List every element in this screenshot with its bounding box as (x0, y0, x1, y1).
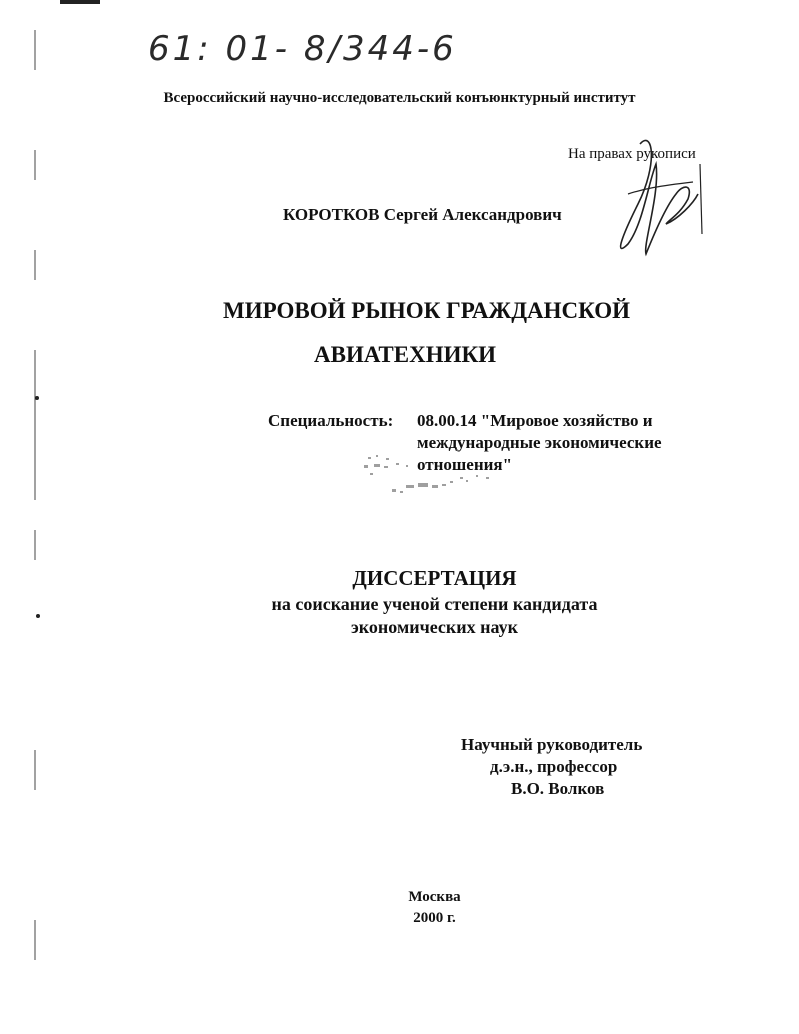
author-name: КОРОТКОВ Сергей Александрович (283, 205, 562, 224)
dissertation-degree-line-2: экономических наук (351, 617, 518, 637)
dissertation-heading: ДИССЕРТАЦИЯ (352, 566, 517, 590)
specialty-value-line-2: международные экономические (417, 433, 662, 452)
publication-year: 2000 г. (413, 910, 456, 926)
faded-stamp-smudge (356, 447, 516, 502)
specialty-value-line-3: отношения" (417, 455, 513, 474)
thesis-title-line-1: МИРОВОЙ РЫНОК ГРАЖДАНСКОЙ (223, 298, 631, 323)
signature-stroke (621, 140, 698, 254)
supervisor-name: В.О. Волков (511, 779, 605, 798)
institute-name: Всероссийский научно-исследовательский конъюнктурный институт (163, 90, 636, 106)
handwritten-archive-code (148, 22, 478, 70)
thesis-title-line-2: АВИАТЕХНИКИ (314, 342, 497, 367)
supervisor-degree: д.э.н., профессор (490, 757, 618, 776)
supervisor-role: Научный руководитель (461, 735, 643, 754)
dissertation-degree-line-1: на соискание ученой степени кандидата (271, 594, 598, 614)
publication-city: Москва (408, 889, 461, 905)
scan-top-edge-mark (60, 0, 100, 4)
rights-note: На правах рукописи (568, 146, 696, 162)
specialty-value-line-1: 08.00.14 "Мировое хозяйство и (417, 411, 653, 430)
scan-margin-marks (0, 0, 60, 1034)
signature-stroke (700, 164, 702, 234)
margin-dot (35, 396, 39, 400)
handwritten-signature (598, 124, 708, 264)
handwritten-code-text: 61: 01- 8/344-6 (148, 29, 457, 69)
specialty-label: Специальность: (268, 411, 394, 430)
